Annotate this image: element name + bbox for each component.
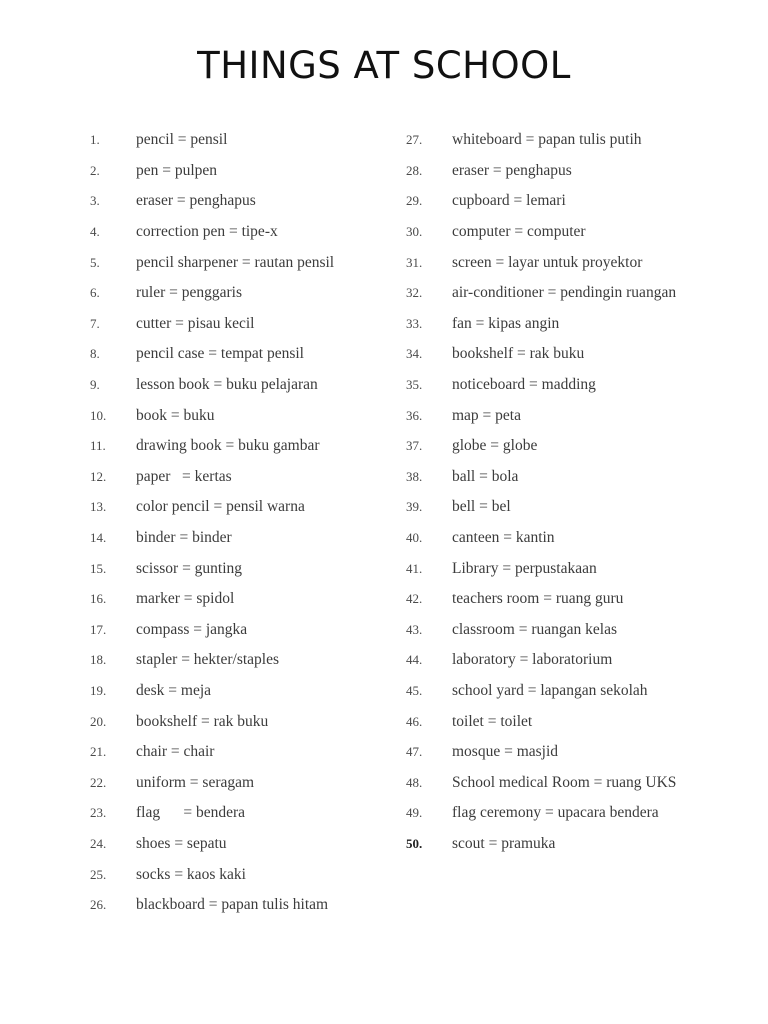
- vocabulary-item: [90, 706, 334, 737]
- item-number: 10.: [90, 407, 107, 423]
- vocabulary-item: [406, 156, 676, 187]
- vocabulary-item: [90, 462, 334, 493]
- item-translation: cutter = pisau kecil: [136, 314, 255, 332]
- vocabulary-item: [90, 400, 334, 431]
- vocabulary-item: [90, 186, 334, 217]
- item-number: 46.: [406, 713, 423, 729]
- vocabulary-item: [406, 645, 676, 676]
- vocabulary-item: [406, 370, 676, 401]
- item-translation: shoes = sepatu: [136, 834, 227, 852]
- vocabulary-item: [406, 309, 676, 340]
- vocabulary-item: [406, 217, 676, 248]
- item-number: 41.: [406, 560, 423, 576]
- item-translation: scout = pramuka: [452, 834, 556, 852]
- item-translation: pencil = pensil: [136, 131, 228, 149]
- item-translation: chair = chair: [136, 743, 215, 761]
- vocabulary-item: [90, 553, 334, 584]
- item-translation: classroom = ruangan kelas: [452, 620, 617, 638]
- vocabulary-item: [406, 829, 676, 860]
- item-number: 1.: [90, 132, 100, 148]
- item-translation: globe = globe: [452, 437, 538, 455]
- item-translation: air-conditioner = pendingin ruangan: [452, 284, 677, 302]
- item-number: 4.: [90, 224, 100, 240]
- item-number: 39.: [406, 499, 423, 515]
- item-number: 32.: [406, 285, 423, 301]
- item-translation: blackboard = papan tulis hitam: [136, 896, 329, 914]
- item-translation: ball = bola: [452, 467, 519, 485]
- vocabulary-item: [90, 370, 334, 401]
- item-translation: lesson book = buku pelajaran: [136, 376, 318, 394]
- vocabulary-item: [406, 278, 676, 309]
- item-number: 12.: [90, 468, 107, 484]
- item-translation: uniform = seragam: [136, 773, 255, 791]
- vocabulary-item: [406, 462, 676, 493]
- item-number: 2.: [90, 162, 100, 178]
- vocabulary-item: [406, 431, 676, 462]
- item-translation: paper = kertas: [136, 467, 232, 485]
- vocabulary-item: [406, 186, 676, 217]
- vocabulary-item: [406, 737, 676, 768]
- item-translation: noticeboard = madding: [452, 376, 596, 394]
- item-number: 35.: [406, 377, 423, 393]
- item-number: 5.: [90, 254, 100, 270]
- item-number: 27.: [406, 132, 423, 148]
- item-number: 3.: [90, 193, 100, 209]
- item-translation: correction pen = tipe-x: [136, 223, 278, 241]
- vocabulary-item: [90, 584, 334, 615]
- vocabulary-item: [406, 553, 676, 584]
- vocabulary-item: [406, 400, 676, 431]
- vocabulary-item: [90, 309, 334, 340]
- item-number: 14.: [90, 530, 107, 546]
- vocabulary-item: [406, 798, 676, 829]
- item-translation: stapler = hekter/staples: [136, 651, 280, 669]
- item-number: 25.: [90, 866, 107, 882]
- item-translation: binder = binder: [136, 529, 232, 547]
- vocabulary-item: [90, 890, 334, 921]
- item-translation: map = peta: [452, 406, 521, 424]
- item-translation: color pencil = pensil warna: [136, 498, 305, 516]
- item-translation: toilet = toilet: [452, 712, 533, 730]
- item-translation: socks = kaos kaki: [136, 865, 246, 883]
- item-number: 23.: [90, 805, 107, 821]
- vocabulary-item: [90, 615, 334, 646]
- item-translation: Library = perpustakaan: [452, 559, 597, 577]
- vocabulary-item: [90, 859, 334, 890]
- vocabulary-item: [90, 676, 334, 707]
- item-translation: whiteboard = papan tulis putih: [452, 131, 642, 149]
- vocabulary-item: [90, 645, 334, 676]
- item-number: 43.: [406, 621, 423, 637]
- item-translation: bell = bel: [452, 498, 511, 516]
- vocabulary-item: [406, 767, 676, 798]
- item-number: 48.: [406, 774, 423, 790]
- vocabulary-item: [90, 523, 334, 554]
- vocabulary-item: [406, 676, 676, 707]
- item-translation: pencil case = tempat pensil: [136, 345, 304, 363]
- item-translation: bookshelf = rak buku: [136, 712, 269, 730]
- item-translation: eraser = penghapus: [452, 161, 572, 179]
- item-translation: school yard = lapangan sekolah: [452, 681, 648, 699]
- item-number: 28.: [406, 162, 423, 178]
- item-number: 24.: [90, 835, 107, 851]
- item-number: 37.: [406, 438, 423, 454]
- vocabulary-item: [90, 798, 334, 829]
- vocabulary-item: [90, 156, 334, 187]
- item-number: 40.: [406, 530, 423, 546]
- item-number: 38.: [406, 468, 423, 484]
- vocabulary-item: [90, 431, 334, 462]
- vocabulary-item: [90, 217, 334, 248]
- item-translation: teachers room = ruang guru: [452, 590, 624, 608]
- item-number: 42.: [406, 591, 423, 607]
- item-translation: mosque = masjid: [452, 743, 559, 761]
- item-number: 29.: [406, 193, 423, 209]
- vocabulary-item: [406, 247, 676, 278]
- item-number: 13.: [90, 499, 107, 515]
- item-translation: School medical Room = ruang UKS: [452, 773, 677, 791]
- vocabulary-list-right: [406, 125, 676, 859]
- vocabulary-item: [406, 523, 676, 554]
- item-number: 33.: [406, 315, 423, 331]
- item-number: 34.: [406, 346, 423, 362]
- item-number: 44.: [406, 652, 423, 668]
- item-translation: bookshelf = rak buku: [452, 345, 585, 363]
- vocabulary-item: [90, 492, 334, 523]
- vocabulary-item: [90, 829, 334, 860]
- item-translation: fan = kipas angin: [452, 314, 560, 332]
- item-translation: canteen = kantin: [452, 529, 555, 547]
- vocabulary-item: [406, 584, 676, 615]
- item-number: 11.: [90, 438, 106, 454]
- vocabulary-item: [90, 767, 334, 798]
- vocabulary-item: [90, 737, 334, 768]
- item-translation: screen = layar untuk proyektor: [452, 253, 643, 271]
- item-number: 19.: [90, 682, 107, 698]
- vocabulary-item: [90, 125, 334, 156]
- vocabulary-item: [90, 247, 334, 278]
- item-number: 47.: [406, 744, 423, 760]
- item-translation: computer = computer: [452, 223, 586, 241]
- item-translation: ruler = penggaris: [136, 284, 243, 302]
- item-translation: drawing book = buku gambar: [136, 437, 320, 455]
- item-translation: compass = jangka: [136, 620, 248, 638]
- item-number: 22.: [90, 774, 107, 790]
- item-number: 49.: [406, 805, 423, 821]
- item-translation: laboratory = laboratorium: [452, 651, 613, 669]
- vocabulary-item: [90, 339, 334, 370]
- item-number: 16.: [90, 591, 107, 607]
- item-number: 7.: [90, 315, 100, 331]
- item-number: 15.: [90, 560, 107, 576]
- vocabulary-item: [406, 125, 676, 156]
- item-number: 21.: [90, 744, 107, 760]
- item-number: 26.: [90, 897, 107, 913]
- item-translation: flag ceremony = upacara bendera: [452, 804, 659, 822]
- item-number: 50.: [406, 835, 423, 851]
- vocabulary-item: [406, 492, 676, 523]
- item-number: 20.: [90, 713, 107, 729]
- item-translation: book = buku: [136, 406, 215, 424]
- item-translation: flag = bendera: [136, 804, 246, 822]
- item-number: 6.: [90, 285, 100, 301]
- item-translation: eraser = penghapus: [136, 192, 256, 210]
- item-number: 9.: [90, 377, 100, 393]
- page-title: THINGS AT SCHOOL: [197, 44, 571, 87]
- item-translation: pencil sharpener = rautan pensil: [136, 253, 335, 271]
- vocabulary-item: [406, 706, 676, 737]
- item-number: 17.: [90, 621, 107, 637]
- item-translation: pen = pulpen: [136, 161, 218, 179]
- item-number: 36.: [406, 407, 423, 423]
- vocabulary-item: [90, 278, 334, 309]
- item-translation: cupboard = lemari: [452, 192, 566, 210]
- vocabulary-item: [406, 339, 676, 370]
- item-number: 31.: [406, 254, 423, 270]
- item-number: 8.: [90, 346, 100, 362]
- item-translation: scissor = gunting: [136, 559, 243, 577]
- item-number: 18.: [90, 652, 107, 668]
- vocabulary-list-left: [90, 125, 334, 920]
- item-translation: marker = spidol: [136, 590, 235, 608]
- item-number: 45.: [406, 682, 423, 698]
- item-number: 30.: [406, 224, 423, 240]
- item-translation: desk = meja: [136, 681, 212, 699]
- vocabulary-item: [406, 615, 676, 646]
